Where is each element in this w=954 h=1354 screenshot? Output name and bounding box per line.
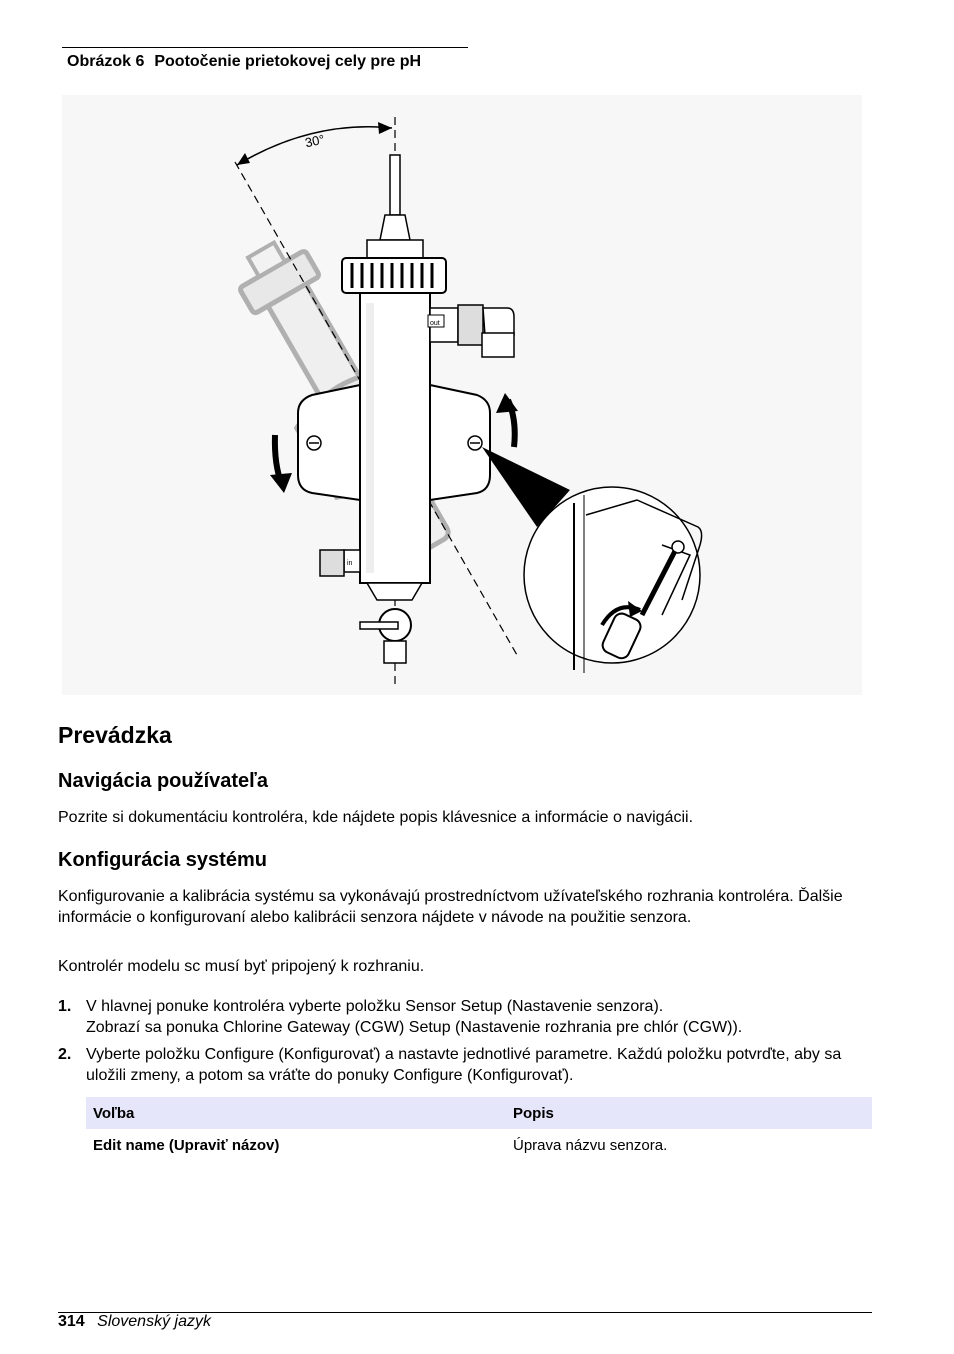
page-footer (58, 1313, 211, 1331)
config-paragraph-2: Kontrolér modelu sc musí byť pripojený k rozhraniu. (58, 958, 425, 975)
table-header-row (86, 1097, 872, 1129)
step-number: 2. (58, 1046, 72, 1063)
table-row (86, 1129, 872, 1161)
elbow-fitting (483, 308, 514, 335)
config-paragraph-1: Konfigurovanie a kalibrácia systému sa vykonávajú prostredníctvom užívateľského rozhrania kontroléra. Ďalšie informácie o konfigurovaní alebo kalibrácii senzora nájdete v návode na použitie senzora. (58, 888, 843, 926)
figure-title: Pootočenie prietokovej cely pre pH (154, 53, 422, 70)
column-header-option: Voľba (86, 1097, 506, 1129)
step-text: Vyberte položku Configure (Konfigurovať) a nastavte jednotlivé parametre. Každú položku potvrďte, aby sa uložili zmeny, a potom sa vráťte do ponuky Configure (Konfigurovať). (86, 1046, 842, 1084)
sensor-cable (390, 155, 400, 215)
footer-language: Slovenský jazyk (97, 1313, 211, 1330)
inlet-fitting (320, 550, 344, 576)
step-result-text: Zobrazí sa ponuka Chlorine Gateway (CGW) Setup (Nastavenie rozhrania pre chlór (CGW)). (86, 1019, 743, 1036)
step-text: V hlavnej ponuke kontroléra vyberte položku Sensor Setup (Nastavenie senzora). (86, 998, 664, 1015)
figure-number: Obrázok 6 (67, 53, 145, 70)
step-number: 1. (58, 998, 72, 1015)
description-cell: Úprava názvu senzora. (513, 1136, 668, 1154)
cable-gland (380, 215, 410, 240)
config-heading: Konfigurácia systému (58, 849, 267, 871)
body-bottom (367, 583, 422, 600)
outlet-fitting-nut (458, 305, 483, 345)
option-cell: Edit name (Upraviť názov) (93, 1136, 280, 1154)
outlet-label: out (430, 320, 440, 327)
page-number: 314 (58, 1313, 85, 1330)
body-highlight (366, 303, 374, 573)
column-header-description: Popis (506, 1097, 872, 1129)
flow-cell-rotation-figure (62, 95, 862, 695)
inlet-label: in (347, 560, 353, 567)
section-heading: Prevádzka (58, 722, 172, 748)
valve-handle (360, 622, 398, 629)
figure-caption-rule (62, 47, 468, 48)
elbow-outlet (482, 333, 514, 357)
figure-caption (67, 53, 421, 71)
drain-fitting (384, 641, 406, 663)
options-table (86, 1097, 872, 1161)
flow-cell-illustration (62, 95, 862, 695)
knurled-nut (342, 258, 446, 293)
navigation-heading: Navigácia používateľa (58, 770, 269, 792)
navigation-text: Pozrite si dokumentáciu kontroléra, kde nájdete popis klávesnice a informácie o navigácii. (58, 809, 694, 826)
angle-label: 30° (303, 131, 326, 151)
